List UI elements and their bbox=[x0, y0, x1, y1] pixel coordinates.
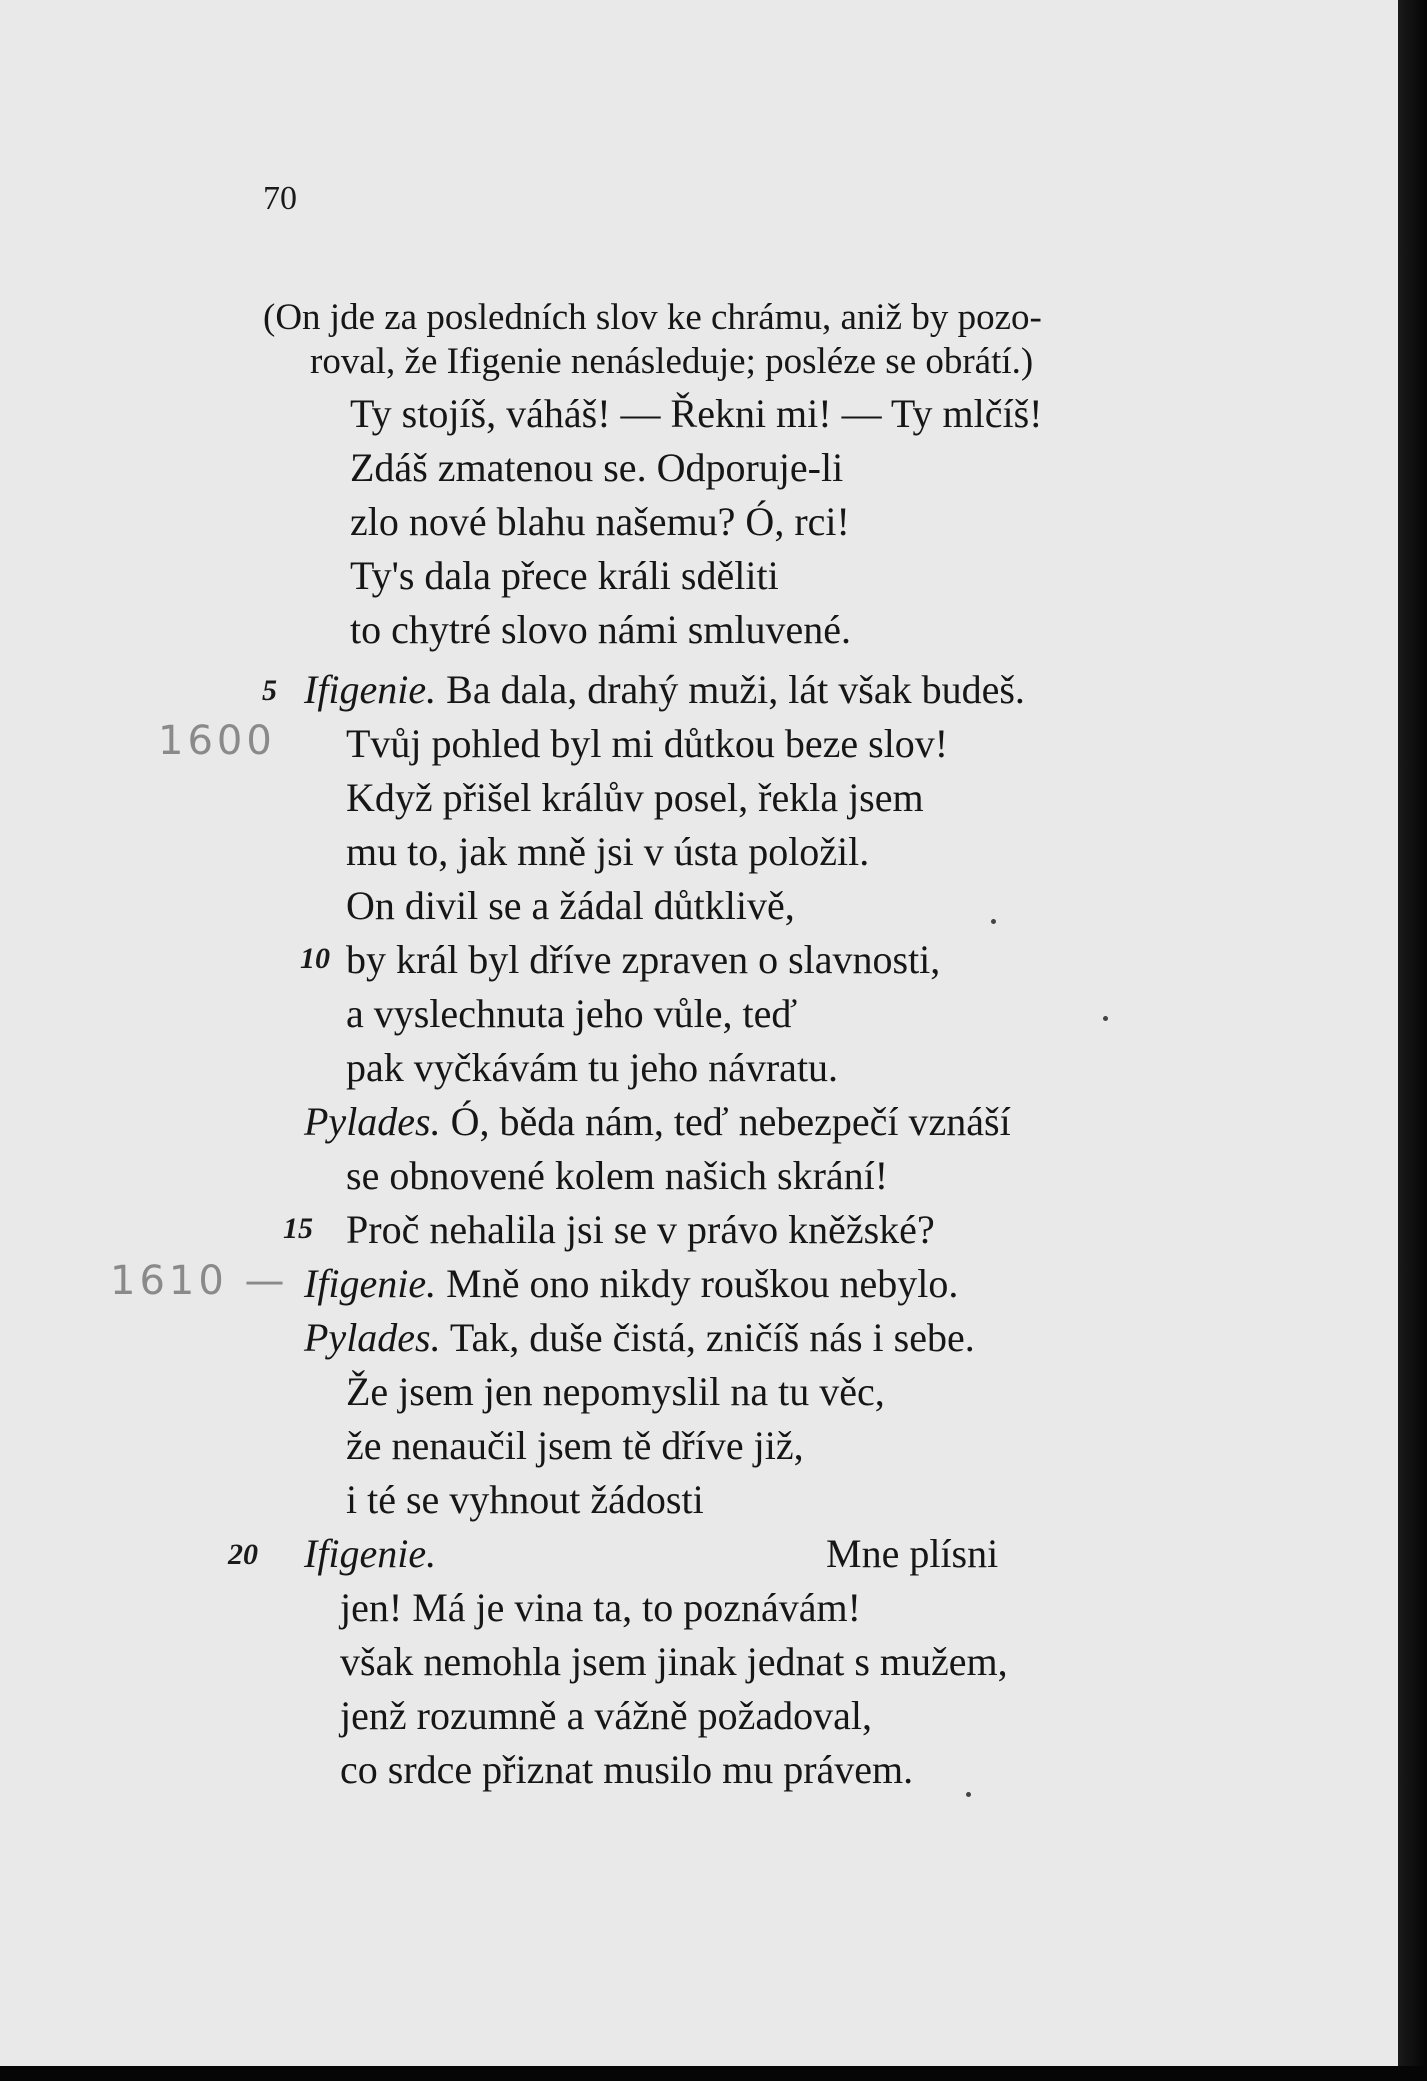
verse-line: Ty stojíš, váháš! — Řekni mi! — Ty mlčíš! bbox=[350, 391, 1043, 436]
verse-line: Proč nehalila jsi se v právo kněžské? bbox=[346, 1207, 935, 1252]
line-number: 5 bbox=[262, 674, 277, 707]
scan-edge-right bbox=[1398, 0, 1427, 2081]
verse-line: Že jsem jen nepomyslil na tu věc, bbox=[346, 1369, 885, 1414]
margin-note: 1610 — bbox=[110, 1258, 289, 1304]
verse-line: i té se vyhnout žádosti bbox=[346, 1477, 704, 1522]
page-number: 70 bbox=[263, 180, 297, 217]
speck bbox=[966, 1792, 971, 1797]
verse-line: se obnovené kolem našich skrání! bbox=[346, 1153, 889, 1198]
verse-line: Tvůj pohled byl mi důtkou beze slov! bbox=[346, 721, 949, 766]
speaker-name: Ifigenie. bbox=[304, 1261, 437, 1306]
speaker-name: Pylades. bbox=[304, 1099, 441, 1144]
stage-direction-line: (On jde za posledních slov ke chrámu, aniž by pozo- bbox=[263, 297, 1042, 338]
margin-note: 1600 bbox=[158, 718, 276, 764]
verse-line: Ifigenie. Mně ono nikdy rouškou nebylo. bbox=[304, 1261, 959, 1306]
speck bbox=[991, 919, 996, 924]
stage-direction-line: roval, že Ifigenie nenásleduje; posléze se obrátí.) bbox=[310, 341, 1034, 382]
verse-line: však nemohla jsem jinak jednat s mužem, bbox=[340, 1639, 1008, 1684]
speaker-name: Ifigenie. bbox=[304, 1531, 437, 1576]
verse-line: co srdce přiznat musilo mu právem. bbox=[340, 1747, 914, 1792]
line-number: 10 bbox=[300, 942, 330, 975]
verse-line: jenž rozumně a vážně požadoval, bbox=[340, 1693, 872, 1738]
verse-line: Ty's dala přece králi sděliti bbox=[350, 553, 779, 598]
verse-line: mu to, jak mně jsi v ústa položil. bbox=[346, 829, 870, 874]
verse-line: že nenaučil jsem tě dříve již, bbox=[346, 1423, 804, 1468]
verse-line: zlo nové blahu našemu? Ó, rci! bbox=[350, 499, 850, 544]
line-number: 20 bbox=[228, 1538, 258, 1571]
verse-line: Zdáš zmatenou se. Odporuje-li bbox=[350, 445, 844, 490]
verse-line: Mne plísni bbox=[826, 1531, 999, 1576]
verse-line: by král byl dříve zpraven o slavnosti, bbox=[346, 937, 941, 982]
verse-line: Když přišel králův posel, řekla jsem bbox=[346, 775, 924, 820]
verse-line: to chytré slovo námi smluvené. bbox=[350, 607, 852, 652]
verse-line: jen! Má je vina ta, to poznávám! bbox=[340, 1585, 861, 1630]
speck bbox=[1103, 1016, 1108, 1021]
verse-line: Ifigenie. Ba dala, drahý muži, lát však budeš. bbox=[304, 667, 1025, 712]
verse-line: pak vyčkávám tu jeho návratu. bbox=[346, 1045, 839, 1090]
verse-line: a vyslechnuta jeho vůle, teď bbox=[346, 991, 798, 1036]
verse-line: Pylades. Tak, duše čistá, zničíš nás i sebe. bbox=[304, 1315, 975, 1360]
verse-line: On divil se a žádal důtklivě, bbox=[346, 883, 795, 928]
line-number: 15 bbox=[283, 1212, 313, 1245]
verse-line-speaker bbox=[304, 1532, 436, 1576]
speaker-name: Ifigenie. bbox=[304, 667, 437, 712]
speaker-name: Pylades. bbox=[304, 1315, 441, 1360]
scan-edge-bottom bbox=[0, 2066, 1427, 2081]
verse-line: Pylades. Ó, běda nám, teď nebezpečí vznáší bbox=[304, 1099, 1011, 1144]
